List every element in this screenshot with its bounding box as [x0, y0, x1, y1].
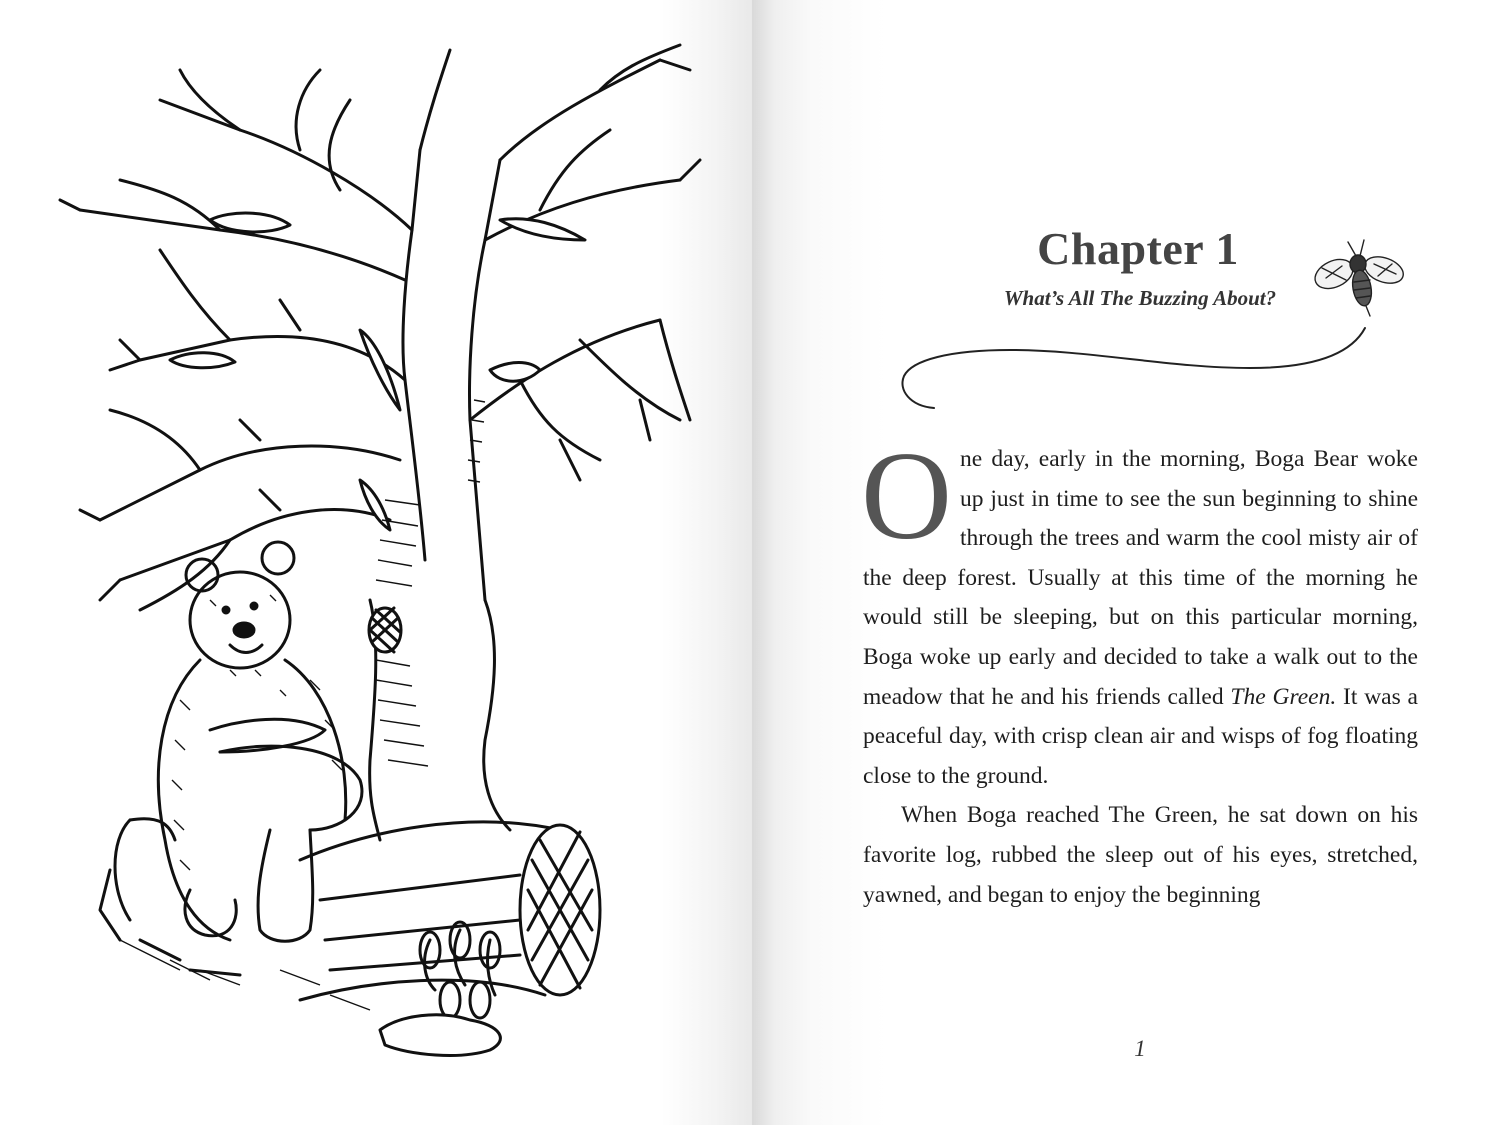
bear-tree-illustration — [40, 40, 710, 1080]
paragraph-1-start: ne day, early in the morning, Boga Bear woke up just in time to see the sun beginning to shine through the trees and warm the cool misty air of the deep forest. Usually at this time of the morning he would still be sleeping, but on this particular morning, Boga woke up early and decided to take a walk out to the meadow that he and his friends called — [863, 446, 1418, 710]
chapter-title: Chapter 1 — [1037, 223, 1239, 274]
paragraph-2: When Boga reached The Green, he sat down on his favorite log, rubbed the sleep out of his eyes, stretched, yawned, and began to enjoy the beginning — [863, 802, 1418, 908]
bee-icon — [1312, 236, 1408, 320]
swirl-flourish — [890, 320, 1380, 420]
place-name-the-green: The Green. — [1230, 683, 1337, 710]
paragraph-1-end: It was a peaceful day, with crisp clean air and wisps of fog floating close to the ground. — [863, 683, 1418, 789]
chapter-subtitle: What’s All The Buzzing About? — [1003, 286, 1277, 310]
drop-cap: O — [861, 427, 952, 566]
chapter-body — [861, 427, 1418, 915]
paragraph-1 — [861, 427, 1418, 796]
page-number: 1 — [1134, 1036, 1146, 1061]
